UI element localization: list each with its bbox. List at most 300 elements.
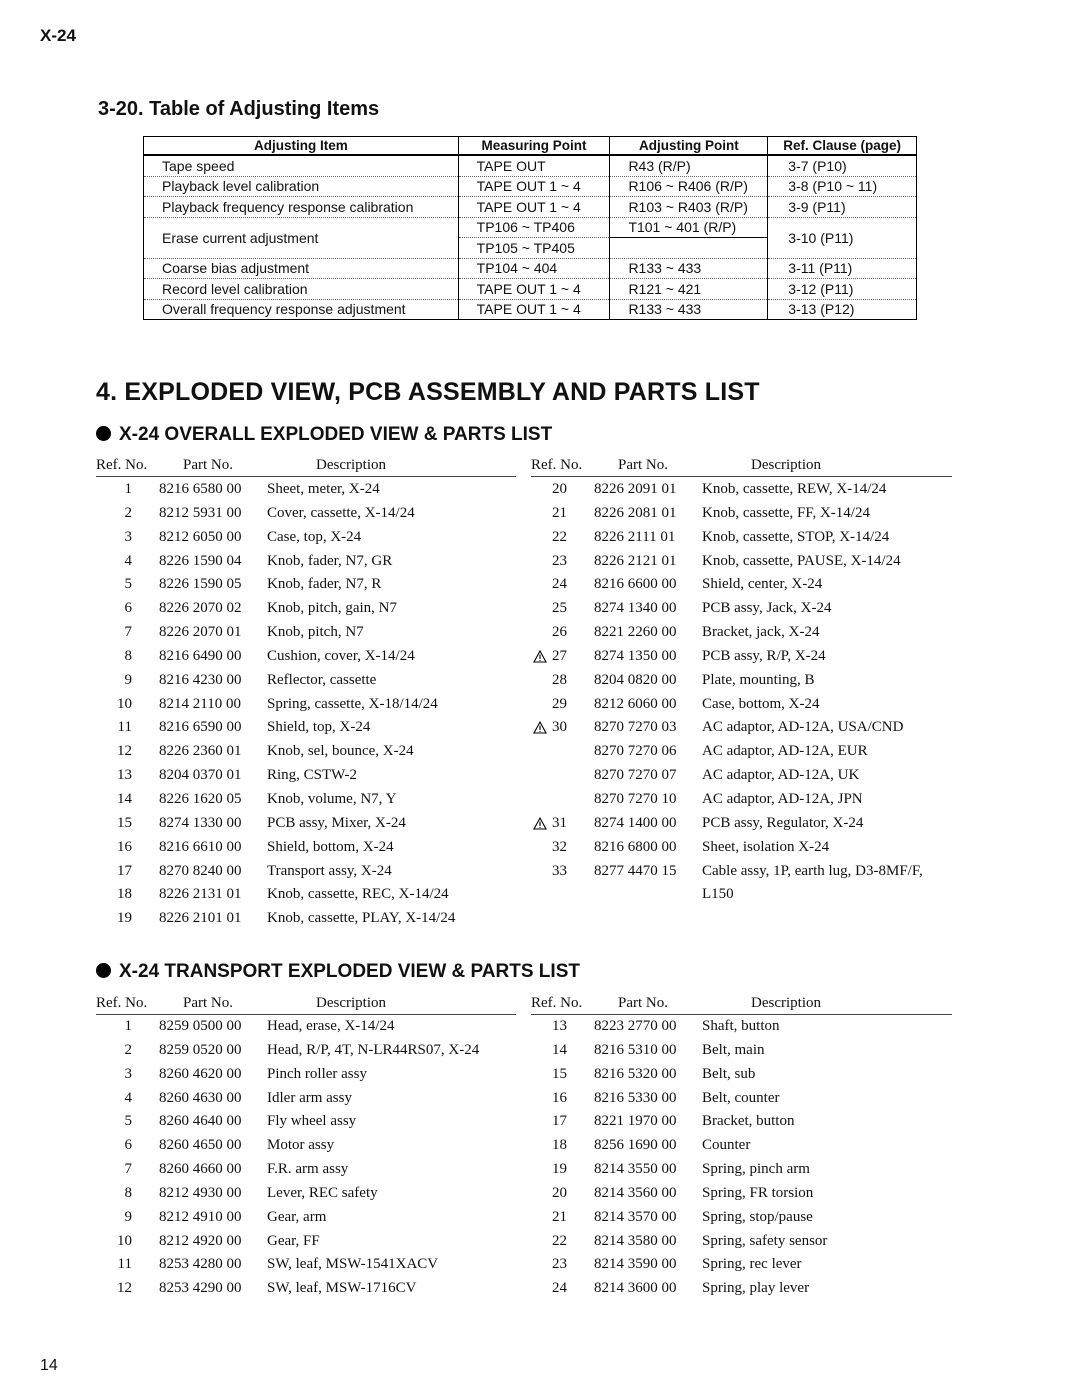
parts-list-row bbox=[531, 1277, 961, 1301]
part-number: 8216 6610 00 bbox=[159, 838, 242, 855]
part-description: Pinch roller assy bbox=[267, 1065, 367, 1082]
measuring-point-cell: TP106 ~ TP406 bbox=[458, 217, 610, 238]
part-number: 8214 3590 00 bbox=[594, 1256, 677, 1273]
adjusting-point-cell: R133 ~ 433 bbox=[610, 299, 768, 320]
part-description: Knob, cassette, STOP, X-14/24 bbox=[702, 528, 890, 545]
part-description: Knob, fader, N7, GR bbox=[267, 552, 393, 569]
parts-list-row bbox=[96, 621, 516, 645]
header-description: Description bbox=[751, 457, 821, 473]
parts-list-row bbox=[531, 1087, 961, 1111]
ref-number: 27 bbox=[552, 647, 567, 664]
part-number: 8260 4650 00 bbox=[159, 1137, 242, 1154]
ref-number: 18 bbox=[117, 886, 132, 903]
part-number: 8259 0500 00 bbox=[159, 1018, 242, 1034]
part-description: Spring, rec lever bbox=[702, 1256, 802, 1273]
table-row bbox=[144, 217, 917, 238]
part-description: Shield, top, X-24 bbox=[267, 719, 371, 736]
parts-list-row bbox=[531, 1039, 961, 1063]
ref-number: 11 bbox=[117, 1256, 132, 1273]
part-description: Sheet, isolation X-24 bbox=[702, 838, 830, 855]
parts-list-row bbox=[96, 573, 516, 597]
transport-parts-list-right bbox=[531, 1015, 961, 1301]
part-number: 8274 1350 00 bbox=[594, 647, 677, 664]
ref-number: 7 bbox=[124, 1161, 132, 1178]
part-number: 8214 3550 00 bbox=[594, 1161, 677, 1178]
ref-number: 5 bbox=[124, 576, 132, 593]
part-description: Spring, pinch arm bbox=[702, 1161, 810, 1178]
parts-list-row bbox=[96, 1230, 516, 1254]
part-description: Cushion, cover, X-14/24 bbox=[267, 647, 415, 664]
parts-list-row bbox=[96, 645, 516, 669]
part-number: 8274 1330 00 bbox=[159, 814, 242, 831]
parts-list-row bbox=[531, 478, 961, 502]
adjusting-item-cell: Playback frequency response calibration bbox=[144, 197, 459, 218]
header-divider bbox=[96, 476, 516, 477]
ref-number: 6 bbox=[124, 600, 132, 617]
adjusting-item-cell: Record level calibration bbox=[144, 279, 459, 300]
part-description: SW, leaf, MSW-1716CV bbox=[267, 1280, 417, 1297]
part-number: 8259 0520 00 bbox=[159, 1041, 242, 1058]
part-description: Sheet, meter, X-24 bbox=[267, 481, 380, 497]
header-ref-no: Ref. No. bbox=[531, 457, 583, 473]
table-row bbox=[144, 299, 917, 320]
part-number: 8212 6060 00 bbox=[594, 695, 677, 712]
ref-number: 4 bbox=[124, 1089, 132, 1106]
parts-list-row bbox=[531, 1206, 961, 1230]
page-number: 14 bbox=[40, 1357, 58, 1374]
parts-list-row bbox=[531, 883, 961, 907]
parts-list-row bbox=[531, 597, 961, 621]
ref-number: 33 bbox=[552, 862, 567, 879]
ref-number: 1 bbox=[124, 481, 132, 497]
ref-number: 21 bbox=[552, 504, 567, 521]
ref-number: 8 bbox=[124, 1184, 132, 1201]
ref-clause-cell: 3-10 (P11) bbox=[768, 217, 917, 258]
ref-number: 19 bbox=[552, 1161, 567, 1178]
adjusting-point-cell bbox=[610, 238, 768, 259]
part-number: 8226 1590 05 bbox=[159, 576, 242, 593]
part-number: 8226 2081 01 bbox=[594, 504, 677, 521]
header-ref-no: Ref. No. bbox=[531, 995, 583, 1011]
part-description: Spring, stop/pause bbox=[702, 1208, 813, 1225]
part-description: Knob, cassette, PAUSE, X-14/24 bbox=[702, 552, 901, 569]
parts-list-row bbox=[531, 621, 961, 645]
ref-number: 26 bbox=[552, 624, 567, 641]
part-description: Cover, cassette, X-14/24 bbox=[267, 504, 415, 521]
parts-list-row bbox=[96, 1277, 516, 1301]
part-number: 8274 1400 00 bbox=[594, 814, 677, 831]
part-number: 8212 5931 00 bbox=[159, 504, 242, 521]
parts-list-row bbox=[531, 1182, 961, 1206]
part-description: Transport assy, X-24 bbox=[267, 862, 392, 879]
ref-number: 5 bbox=[124, 1113, 132, 1130]
parts-list-row bbox=[96, 1063, 516, 1087]
parts-list-row bbox=[531, 1253, 961, 1277]
part-number: 8253 4290 00 bbox=[159, 1280, 242, 1297]
part-description: Case, bottom, X-24 bbox=[702, 695, 820, 712]
part-number: 8226 2111 01 bbox=[594, 528, 676, 545]
part-number: 8216 4230 00 bbox=[159, 671, 242, 688]
part-description: Counter bbox=[702, 1137, 751, 1154]
parts-list-row bbox=[531, 526, 961, 550]
page-title: 4. EXPLODED VIEW, PCB ASSEMBLY AND PARTS LIST bbox=[96, 378, 760, 406]
table-header-row bbox=[144, 137, 917, 156]
part-description: AC adaptor, AD-12A, UK bbox=[702, 767, 860, 784]
header-description: Description bbox=[316, 995, 386, 1011]
adjusting-point-cell: R43 (R/P) bbox=[610, 155, 768, 176]
parts-list-row bbox=[531, 716, 961, 740]
header-description: Description bbox=[316, 457, 386, 473]
part-description: F.R. arm assy bbox=[267, 1161, 349, 1178]
part-description: Bracket, button bbox=[702, 1113, 795, 1130]
parts-list-row bbox=[96, 1253, 516, 1277]
part-description: PCB assy, Regulator, X-24 bbox=[702, 814, 864, 831]
parts-list-row bbox=[96, 1134, 516, 1158]
ref-number: 25 bbox=[552, 600, 567, 617]
overall-parts-list-right bbox=[531, 478, 961, 907]
ref-number: 28 bbox=[552, 671, 567, 688]
part-number: 8214 3600 00 bbox=[594, 1280, 677, 1297]
parts-list-row bbox=[96, 478, 516, 502]
part-number: 8226 2121 01 bbox=[594, 552, 677, 569]
ref-number: 19 bbox=[117, 910, 132, 927]
part-description: Gear, FF bbox=[267, 1232, 320, 1249]
part-description: PCB assy, Jack, X-24 bbox=[702, 600, 832, 617]
part-number: 8226 1590 04 bbox=[159, 552, 242, 569]
ref-number: 17 bbox=[117, 862, 132, 879]
parts-list-row bbox=[96, 550, 516, 574]
parts-list-row bbox=[531, 1015, 961, 1039]
ref-number: 12 bbox=[117, 1280, 132, 1297]
measuring-point-cell: TAPE OUT 1 ~ 4 bbox=[458, 299, 610, 320]
parts-list-row bbox=[96, 740, 516, 764]
transport-section-title: X-24 TRANSPORT EXPLODED VIEW & PARTS LIST bbox=[96, 961, 580, 983]
ref-number: 7 bbox=[124, 624, 132, 641]
parts-list-row bbox=[531, 573, 961, 597]
parts-list-row bbox=[531, 645, 961, 669]
part-description: AC adaptor, AD-12A, USA/CND bbox=[702, 719, 904, 736]
part-number: 8253 4280 00 bbox=[159, 1256, 242, 1273]
ref-clause-cell: 3-9 (P11) bbox=[768, 197, 917, 218]
part-description: Head, erase, X-14/24 bbox=[267, 1018, 395, 1034]
header-part-no: Part No. bbox=[183, 457, 233, 473]
adjusting-item-cell: Coarse bias adjustment bbox=[144, 258, 459, 279]
parts-list-row bbox=[96, 1182, 516, 1206]
table-row bbox=[144, 279, 917, 300]
ref-number: 18 bbox=[552, 1137, 567, 1154]
parts-list-row bbox=[531, 740, 961, 764]
parts-list-row bbox=[96, 526, 516, 550]
part-number: 8216 5330 00 bbox=[594, 1089, 677, 1106]
part-description: L150 bbox=[702, 886, 734, 903]
part-description: Bracket, jack, X-24 bbox=[702, 624, 820, 641]
table-row bbox=[144, 258, 917, 279]
part-description: Knob, sel, bounce, X-24 bbox=[267, 743, 414, 760]
adjusting-point-cell: R133 ~ 433 bbox=[610, 258, 768, 279]
part-number: 8216 5310 00 bbox=[594, 1041, 677, 1058]
ref-number: 10 bbox=[117, 1232, 132, 1249]
part-number: 8270 7270 06 bbox=[594, 743, 677, 760]
ref-number: 14 bbox=[552, 1041, 567, 1058]
part-description: Head, R/P, 4T, N-LR44RS07, X-24 bbox=[267, 1041, 480, 1058]
part-number: 8204 0370 01 bbox=[159, 767, 242, 784]
part-number: 8270 8240 00 bbox=[159, 862, 242, 879]
part-description: Shield, bottom, X-24 bbox=[267, 838, 394, 855]
part-description: Spring, cassette, X-18/14/24 bbox=[267, 695, 438, 712]
part-description: Knob, cassette, FF, X-14/24 bbox=[702, 504, 870, 521]
parts-list-row bbox=[96, 907, 516, 931]
ref-number: 29 bbox=[552, 695, 567, 712]
ref-clause-cell: 3-7 (P10) bbox=[768, 155, 917, 176]
part-description: Belt, sub bbox=[702, 1065, 756, 1082]
part-description: Knob, fader, N7, R bbox=[267, 576, 382, 593]
part-number: 8216 5320 00 bbox=[594, 1065, 677, 1082]
parts-list-row bbox=[96, 693, 516, 717]
part-number: 8274 1340 00 bbox=[594, 600, 677, 617]
parts-list-row bbox=[531, 860, 961, 884]
parts-list-row bbox=[96, 836, 516, 860]
part-description: AC adaptor, AD-12A, JPN bbox=[702, 790, 863, 807]
ref-number: 11 bbox=[117, 719, 132, 736]
part-number: 8214 3560 00 bbox=[594, 1184, 677, 1201]
measuring-point-cell: TP104 ~ 404 bbox=[458, 258, 610, 279]
part-number: 8226 1620 05 bbox=[159, 790, 242, 807]
ref-number: 16 bbox=[552, 1089, 567, 1106]
part-number: 8226 2070 01 bbox=[159, 624, 242, 641]
parts-list-row bbox=[531, 788, 961, 812]
measuring-point-cell: TP105 ~ TP405 bbox=[458, 238, 610, 259]
part-description: PCB assy, R/P, X-24 bbox=[702, 647, 826, 664]
ref-number: 13 bbox=[117, 767, 132, 784]
parts-list-row bbox=[96, 502, 516, 526]
model-header: X-24 bbox=[40, 26, 76, 45]
part-number: 8214 3580 00 bbox=[594, 1232, 677, 1249]
ref-number: 3 bbox=[124, 1065, 132, 1082]
ref-number: 23 bbox=[552, 552, 567, 569]
parts-list-row bbox=[531, 550, 961, 574]
parts-list-row bbox=[96, 1087, 516, 1111]
adjusting-point-cell: R121 ~ 421 bbox=[610, 279, 768, 300]
parts-list-row bbox=[96, 1206, 516, 1230]
part-number: 8226 2360 01 bbox=[159, 743, 242, 760]
ref-number: 12 bbox=[117, 743, 132, 760]
ref-number: 1 bbox=[124, 1018, 132, 1034]
part-description: Knob, pitch, gain, N7 bbox=[267, 600, 397, 617]
part-number: 8270 7270 10 bbox=[594, 790, 677, 807]
part-description: Reflector, cassette bbox=[267, 671, 377, 688]
parts-list-row bbox=[96, 1110, 516, 1134]
adjusting-point-cell: T101 ~ 401 (R/P) bbox=[610, 217, 768, 238]
column-header: Adjusting Point bbox=[610, 137, 768, 156]
part-number: 8212 4930 00 bbox=[159, 1184, 242, 1201]
header-ref-no: Ref. No. bbox=[96, 995, 148, 1011]
parts-list-row bbox=[96, 1015, 516, 1039]
part-number: 8226 2101 01 bbox=[159, 910, 242, 927]
part-number: 8212 4910 00 bbox=[159, 1208, 242, 1225]
overall-parts-list-left bbox=[96, 478, 516, 931]
overall-section-title: X-24 OVERALL EXPLODED VIEW & PARTS LIST bbox=[96, 424, 552, 446]
part-number: 8216 6590 00 bbox=[159, 719, 242, 736]
header-divider bbox=[531, 476, 952, 477]
part-description: Plate, mounting, B bbox=[702, 671, 815, 688]
parts-list-row bbox=[531, 502, 961, 526]
part-description: Ring, CSTW-2 bbox=[267, 767, 358, 784]
measuring-point-cell: TAPE OUT bbox=[458, 155, 610, 176]
parts-list-row bbox=[531, 764, 961, 788]
ref-clause-cell: 3-8 (P10 ~ 11) bbox=[768, 176, 917, 197]
part-number: 8270 7270 07 bbox=[594, 767, 677, 784]
transport-parts-list-left bbox=[96, 1015, 516, 1301]
part-description: Spring, FR torsion bbox=[702, 1184, 814, 1201]
ref-number: 22 bbox=[552, 528, 567, 545]
parts-list-row bbox=[96, 1158, 516, 1182]
part-number: 8260 4640 00 bbox=[159, 1113, 242, 1130]
parts-list-row bbox=[531, 836, 961, 860]
parts-list-row bbox=[96, 597, 516, 621]
ref-number: 9 bbox=[124, 671, 132, 688]
bullet-icon bbox=[96, 963, 111, 978]
ref-number: 8 bbox=[124, 647, 132, 664]
header-part-no: Part No. bbox=[618, 995, 668, 1011]
measuring-point-cell: TAPE OUT 1 ~ 4 bbox=[458, 176, 610, 197]
ref-number: 31 bbox=[552, 814, 567, 831]
measuring-point-cell: TAPE OUT 1 ~ 4 bbox=[458, 197, 610, 218]
part-number: 8221 1970 00 bbox=[594, 1113, 677, 1130]
part-number: 8216 6800 00 bbox=[594, 838, 677, 855]
part-description: Lever, REC safety bbox=[267, 1184, 378, 1201]
parts-list-row bbox=[96, 812, 516, 836]
ref-number: 15 bbox=[117, 814, 132, 831]
parts-list-row bbox=[96, 860, 516, 884]
parts-list-row bbox=[96, 883, 516, 907]
part-description: Fly wheel assy bbox=[267, 1113, 357, 1130]
part-number: 8226 2131 01 bbox=[159, 886, 242, 903]
column-header: Ref. Clause (page) bbox=[768, 137, 917, 156]
ref-clause-cell: 3-11 (P11) bbox=[768, 258, 917, 279]
part-number: 8212 6050 00 bbox=[159, 528, 242, 545]
part-description: Cable assy, 1P, earth lug, D3-8MF/F, bbox=[702, 862, 923, 879]
parts-list-row bbox=[96, 764, 516, 788]
parts-list-row bbox=[531, 1230, 961, 1254]
ref-number: 13 bbox=[552, 1018, 567, 1034]
part-number: 8260 4660 00 bbox=[159, 1161, 242, 1178]
part-description: Knob, cassette, REW, X-14/24 bbox=[702, 481, 887, 497]
adjusting-item-cell: Overall frequency response adjustment bbox=[144, 299, 459, 320]
parts-list-row bbox=[531, 1158, 961, 1182]
header-part-no: Part No. bbox=[618, 457, 668, 473]
parts-list-row bbox=[531, 1063, 961, 1087]
ref-number: 22 bbox=[552, 1232, 567, 1249]
ref-number: 15 bbox=[552, 1065, 567, 1082]
ref-number: 24 bbox=[552, 1280, 567, 1297]
ref-number: 21 bbox=[552, 1208, 567, 1225]
part-description: Motor assy bbox=[267, 1137, 335, 1154]
part-number: 8270 7270 03 bbox=[594, 719, 677, 736]
measuring-point-cell: TAPE OUT 1 ~ 4 bbox=[458, 279, 610, 300]
part-description: Shaft, button bbox=[702, 1018, 780, 1034]
adjusting-item-cell: Playback level calibration bbox=[144, 176, 459, 197]
ref-number: 6 bbox=[124, 1137, 132, 1154]
table-row bbox=[144, 176, 917, 197]
part-description: Knob, volume, N7, Y bbox=[267, 790, 397, 807]
ref-number: 2 bbox=[124, 504, 132, 521]
part-description: Spring, safety sensor bbox=[702, 1232, 828, 1249]
parts-list-row bbox=[531, 1110, 961, 1134]
table-row bbox=[144, 155, 917, 176]
ref-number: 32 bbox=[552, 838, 567, 855]
part-number: 8216 6600 00 bbox=[594, 576, 677, 593]
ref-number: 30 bbox=[552, 719, 567, 736]
part-description: Knob, pitch, N7 bbox=[267, 624, 364, 641]
parts-list-row bbox=[531, 812, 961, 836]
parts-list-row bbox=[96, 716, 516, 740]
part-number: 8226 2070 02 bbox=[159, 600, 242, 617]
header-description: Description bbox=[751, 995, 821, 1011]
part-number: 8214 3570 00 bbox=[594, 1208, 677, 1225]
part-number: 8277 4470 15 bbox=[594, 862, 677, 879]
parts-list-row bbox=[96, 1039, 516, 1063]
ref-number: 2 bbox=[124, 1041, 132, 1058]
part-description: Belt, main bbox=[702, 1041, 765, 1058]
part-description: Knob, cassette, REC, X-14/24 bbox=[267, 886, 449, 903]
part-description: Shield, center, X-24 bbox=[702, 576, 823, 593]
header-part-no: Part No. bbox=[183, 995, 233, 1011]
ref-clause-cell: 3-13 (P12) bbox=[768, 299, 917, 320]
column-header: Measuring Point bbox=[458, 137, 610, 156]
ref-number: 24 bbox=[552, 576, 567, 593]
part-number: 8216 6580 00 bbox=[159, 481, 242, 497]
part-description: Belt, counter bbox=[702, 1089, 780, 1106]
ref-number: 4 bbox=[124, 552, 132, 569]
part-number: 8223 2770 00 bbox=[594, 1018, 677, 1034]
bullet-icon bbox=[96, 426, 111, 441]
part-number: 8214 2110 00 bbox=[159, 695, 241, 712]
part-number: 8212 4920 00 bbox=[159, 1232, 242, 1249]
adjusting-item-cell: Tape speed bbox=[144, 155, 459, 176]
ref-number: 20 bbox=[552, 1184, 567, 1201]
ref-number: 10 bbox=[117, 695, 132, 712]
ref-number: 17 bbox=[552, 1113, 567, 1130]
parts-list-row bbox=[531, 1134, 961, 1158]
header-ref-no: Ref. No. bbox=[96, 457, 148, 473]
part-number: 8204 0820 00 bbox=[594, 671, 677, 688]
part-number: 8260 4620 00 bbox=[159, 1065, 242, 1082]
ref-number: 14 bbox=[117, 790, 132, 807]
part-description: Spring, play lever bbox=[702, 1280, 810, 1297]
part-description: Knob, cassette, PLAY, X-14/24 bbox=[267, 910, 456, 927]
ref-number: 23 bbox=[552, 1256, 567, 1273]
ref-number: 20 bbox=[552, 481, 567, 497]
parts-list-row bbox=[96, 788, 516, 812]
part-description: AC adaptor, AD-12A, EUR bbox=[702, 743, 868, 760]
ref-clause-cell: 3-12 (P11) bbox=[768, 279, 917, 300]
adjusting-items-title: 3-20. Table of Adjusting Items bbox=[98, 98, 380, 120]
part-number: 8216 6490 00 bbox=[159, 647, 242, 664]
part-description: SW, leaf, MSW-1541XACV bbox=[267, 1256, 439, 1273]
column-header: Adjusting Item bbox=[144, 137, 459, 156]
ref-number: 3 bbox=[124, 528, 132, 545]
adjusting-items-table bbox=[143, 136, 917, 320]
table-row bbox=[144, 197, 917, 218]
parts-list-row bbox=[531, 693, 961, 717]
part-description: Idler arm assy bbox=[267, 1089, 352, 1106]
parts-list-row bbox=[531, 669, 961, 693]
adjusting-item-cell: Erase current adjustment bbox=[144, 217, 459, 258]
part-number: 8226 2091 01 bbox=[594, 481, 677, 497]
part-description: Gear, arm bbox=[267, 1208, 327, 1225]
adjusting-point-cell: R103 ~ R403 (R/P) bbox=[610, 197, 768, 218]
part-number: 8221 2260 00 bbox=[594, 624, 677, 641]
